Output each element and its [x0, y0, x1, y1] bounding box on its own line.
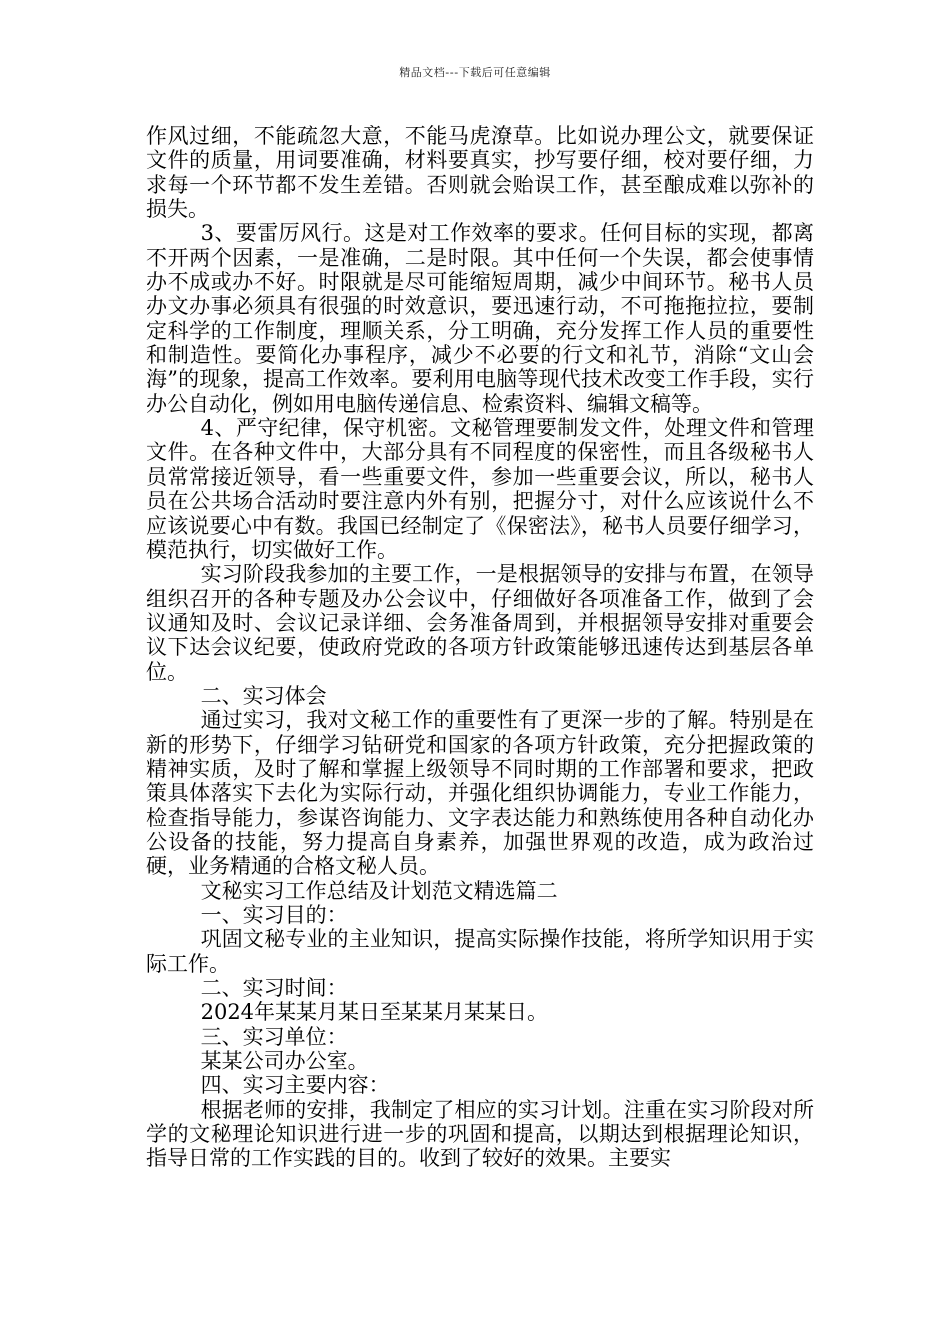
paragraph-13: 某某公司办公室。 [200, 1049, 369, 1074]
paragraph-9: 巩固文秘专业的主业知识，提高实际操作技能，将所学知识用于实际工作。 [146, 927, 814, 976]
paragraph-1: 作风过细，不能疏忽大意，不能马虎潦草。比如说办理公文，就要保证文件的质量，用词要准确，材料要真实，抄写要仔细，校对要仔细，力求每一个环节都不发生差错。否则就会贻误工作，甚至酿成难以弥补的损失。 [146, 124, 814, 222]
paragraph-4: 实习阶段我参加的主要工作，一是根据领导的安排与布置，在领导组织召开的各种专题及办公会议中，仔细做好各项准备工作，做到了会议通知及时、会议记录详细、会务准备周到，并根据领导安排对重要会议下达会议纪要，使政府党政的各项方针政策能够迅速传达到基层各单位。 [146, 562, 814, 684]
paragraph-6: 通过实习，我对文秘工作的重要性有了更深一步的了解。特别是在新的形势下，仔细学习钻研党和国家的各项方针政策，充分把握政策的精神实质，及时了解和掌握上级领导不同时期的工作部署和要求，把政策具体落实下去化为实际行动，并强化组织协调能力，专业工作能力，检查指导能力，参谋咨询能力、文字表达能力和熟练使用各种自动化办公设备的技能，努力提高自身素养，加强世界观的改造，成为政治过硬，业务精通的合格文秘人员。 [146, 708, 814, 879]
section-heading-content: 四、实习主要内容： [200, 1073, 390, 1098]
section-heading-experience: 二、实习体会 [200, 683, 327, 708]
paragraph-3: 4、严守纪律，保守机密。文秘管理要制发文件，处理文件和管理文件。在各种文件中，大部分具有不同程度的保密性，而且各级秘书人员常常接近领导，看一些重要文件，参加一些重要会议，所以，秘书人员在公共场合活动时要注意内外有别，把握分寸，对什么应该说什么不应该说要心中有数。我国已经制定了《保密法》，秘书人员要仔细学习，模范执行，切实做好工作。 [146, 416, 814, 562]
article-title-part-two: 文秘实习工作总结及计划范文精选篇二 [200, 878, 558, 903]
paragraph-11: 2024年某某月某日至某某月某某日。 [200, 1000, 549, 1025]
section-heading-time: 二、实习时间： [200, 976, 348, 1001]
document-body [146, 124, 814, 1171]
paragraph-15: 根据老师的安排，我制定了相应的实习计划。注重在实习阶段对所学的文秘理论知识进行进一步的巩固和提高，以期达到根据理论知识，指导日常的工作实践的目的。收到了较好的效果。主要实 [146, 1097, 814, 1171]
page-header: 精品文档---下载后可任意编辑 [399, 66, 551, 79]
section-heading-purpose: 一、实习目的： [200, 903, 348, 927]
paragraph-2: 3、要雷厉风行。这是对工作效率的要求。任何目标的实现，都离不开两个因素，一是准确，二是时限。其中任何一个失误，都会使事情办不成或办不好。时限就是尽可能缩短周期，减少中间环节。秘书人员办文办事必须具有很强的时效意识，要迅速行动，不可拖拖拉拉，要制定科学的工作制度，理顺关系，分工明确，充分发挥工作人员的重要性和制造性。要简化办事程序，减少不必要的行文和礼节，消除“文山会海”的现象，提高工作效率。要利用电脑等现代技术改变工作手段，实行办公自动化，例如用电脑传递信息、检索资料、编辑文稿等。 [146, 221, 814, 416]
section-heading-unit: 三、实习单位： [200, 1024, 348, 1049]
